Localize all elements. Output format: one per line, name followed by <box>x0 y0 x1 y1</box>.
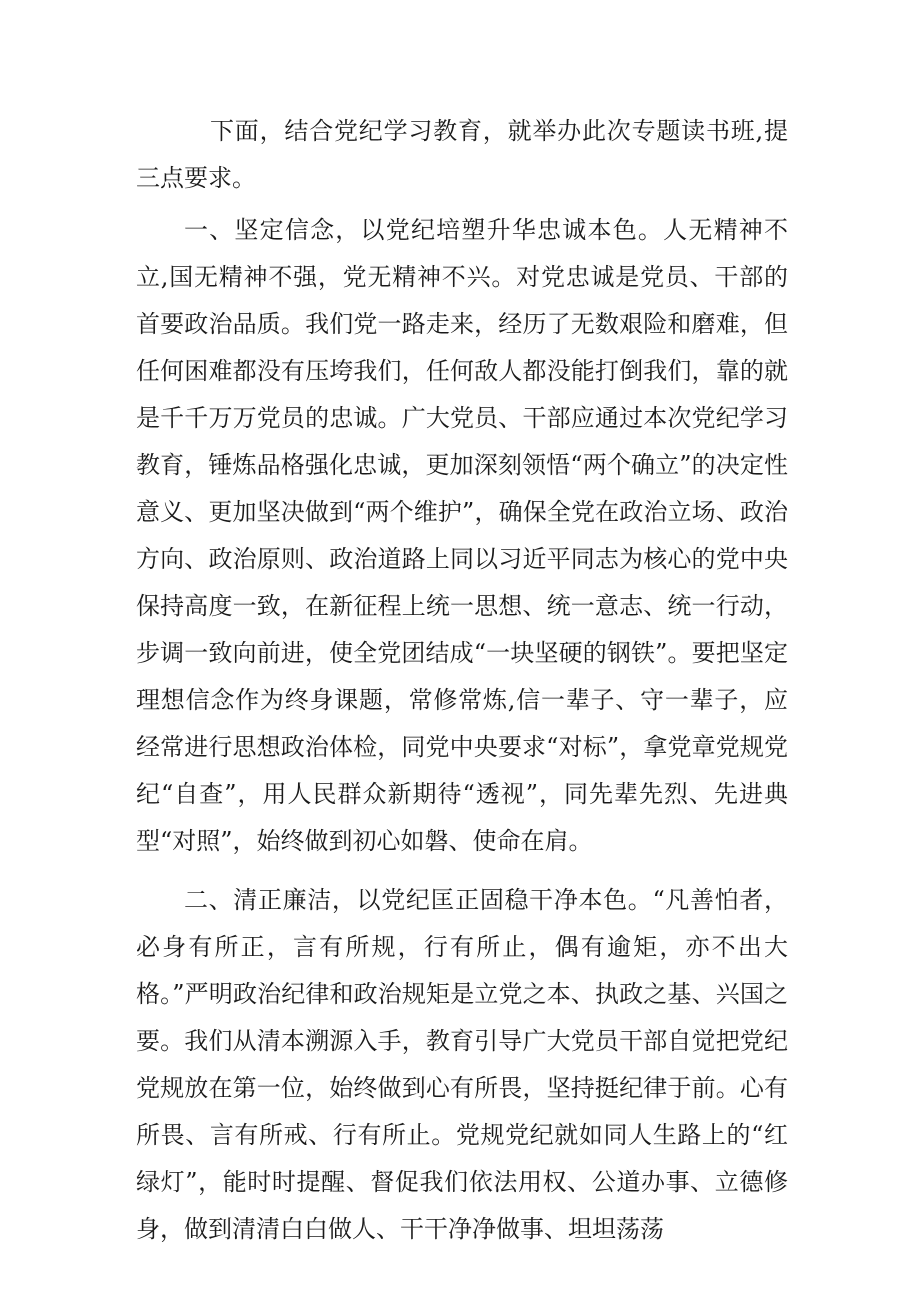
document-body <box>136 108 788 1253</box>
paragraph-point-two: 二、清正廉洁，以党纪匡正固稳干净本色。“凡善怕者，必身有所正，言有所规，行有所止，偶有逾矩，亦不出大格。”严明政治纪律和政治规矩是立党之本、执政之基、兴国之要。我们从清本溯源入手，教育引导广大党员干部自觉把党纪党规放在第一位，始终做到心有所畏，坚持挺纪律于前。心有所畏、言有所戒、行有所止。党规党纪就如同人生路上的“红绿灯”，能时时提醒、督促我们依法用权、公道办事、立德修身，做到清清白白做人、干干净净做事、坦坦荡荡 <box>136 886 788 1243</box>
paragraph-intro: 下面，结合党纪学习教育，就举办此次专题读书班,提三点要求。 <box>136 117 788 192</box>
paragraph-point-one: 一、坚定信念，以党纪培塑升华忠诚本色。人无精神不立,国无精神不强，党无精神不兴。对党忠诚是党员、干部的首要政治品质。我们党一路走来，经历了无数艰险和磨难，但任何困难都没有压垮我们，任何敌人都没能打倒我们，靠的就是千千万万党员的忠诚。广大党员、干部应通过本次党纪学习教育，锤炼品格强化忠诚，更加深刻领悟“两个确立”的决定性意义、更加坚决做到“两个维护”，确保全党在政治立场、政治方向、政治原则、政治道路上同以习近平同志为核心的党中央保持高度一致，在新征程上统一思想、统一意志、统一行动，步调一致向前进，使全党团结成“一块坚硬的钢铁”。要把坚定理想信念作为终身课题，常修常炼,信一辈子、守一辈子，应经常进行思想政治体检，同党中央要求“对标”，拿党章党规党纪“自查”，用人民群众新期待“透视”，同先辈先烈、先进典型“对照”，始终做到初心如磐、使命在肩。 <box>136 216 788 855</box>
